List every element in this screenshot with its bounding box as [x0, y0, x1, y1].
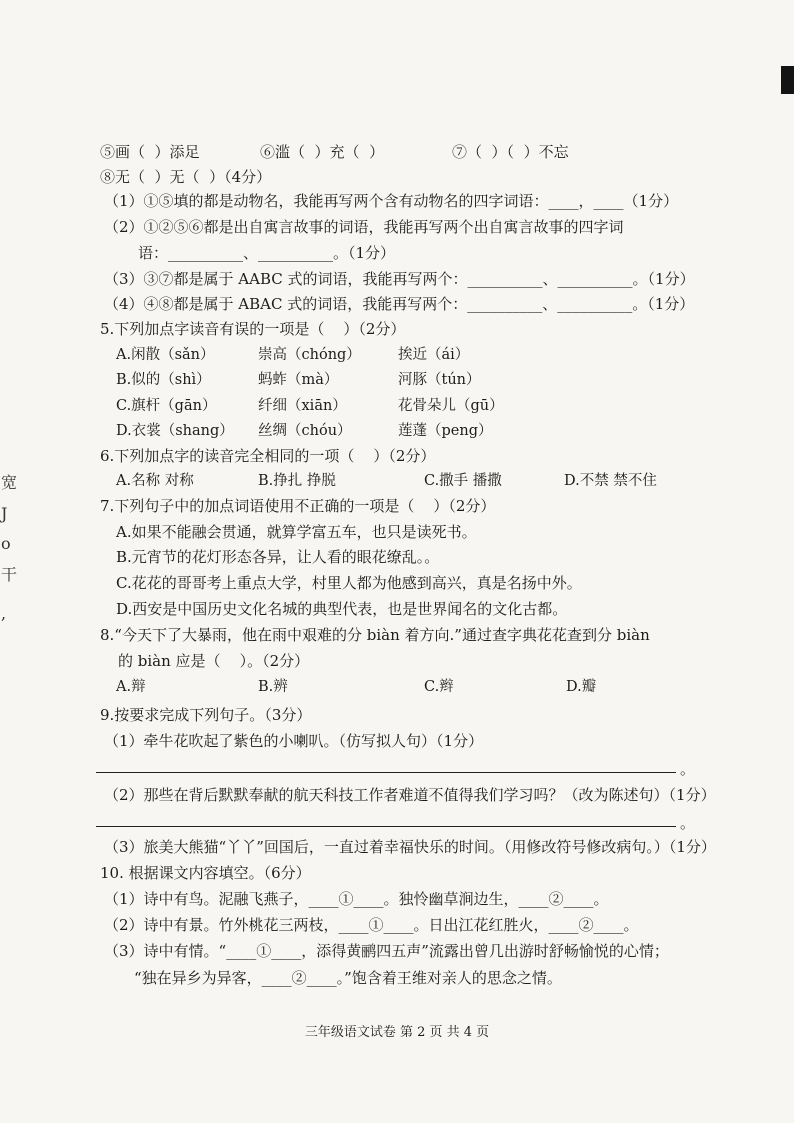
q7-option: C.花花的哥哥考上重点大学，村里人都为他感到高兴，真是名扬中外。 — [116, 574, 582, 592]
q7-option: D.西安是中国历史文化名城的典型代表，也是世界闻名的文化古都。 — [116, 600, 568, 618]
q4-sub-4: （4）④⑧都是属于 ABAC 式的词语，我能再写两个：__________、__________。（1分） — [104, 295, 695, 313]
q8-stem-cont: 的 biàn 应是（ ）。（2分） — [118, 652, 310, 670]
q10-stem: 10. 根据课文内容填空。（6分） — [100, 864, 311, 882]
q8-stem: 8.“今天下了大暴雨，他在雨中艰难的分 biàn 着方向.”通过查字典花花查到分 biàn — [100, 626, 650, 644]
scan-corner-mark — [781, 66, 794, 94]
q8-option: C.辫 — [424, 679, 454, 695]
q5-option: C.旗杆（gān） — [116, 398, 217, 414]
answer-line[interactable] — [96, 826, 676, 827]
q5-option: 蚂蚱（mà） — [258, 372, 339, 388]
margin-glyph: J — [1, 504, 8, 523]
margin-glyph: 宽 — [1, 473, 18, 492]
q5-option: 河豚（tún） — [398, 372, 481, 388]
q5-option: 莲蓬（peng） — [398, 423, 493, 439]
q6-option: C.撒手 播撒 — [424, 473, 502, 489]
margin-glyph: 干 — [1, 565, 18, 584]
q7-option: A.如果不能融会贯通，就算学富五车，也只是读死书。 — [116, 523, 477, 541]
q4-sub-2: （2）①②⑤⑥都是出自寓言故事的词语，我能再写两个出自寓言故事的四字词 — [104, 218, 624, 236]
q4-sub-2-cont: 语：__________、__________。（1分） — [138, 244, 396, 262]
answer-line[interactable] — [96, 772, 676, 773]
q9-sub-2: （2）那些在背后默默奉献的航天科技工作者难道不值得我们学习吗？（改为陈述句）（1分） — [104, 786, 716, 804]
q10-sub-2: （2）诗中有景。竹外桃花三两枝，____①____。日出江花红胜火，____②____。 — [104, 916, 639, 934]
q8-option: B.辨 — [258, 679, 288, 695]
q4-sub-3: （3）③⑦都是属于 AABC 式的词语，我能再写两个：__________、__________。（1分） — [104, 270, 695, 288]
q4-item-8: ⑧无（ ）无（ ）（4分） — [100, 168, 272, 186]
q9-sub-3: （3）旅美大熊猫“丫丫”回国后，一直过着幸福快乐的时间。（用修改符号修改病句。）（1分） — [104, 838, 716, 856]
q5-option: B.似的（shì） — [116, 372, 211, 388]
q5-option: D.衣裳（shang） — [116, 423, 234, 439]
margin-glyph: , — [1, 604, 7, 623]
q7-stem: 7.下列句子中的加点词语使用不正确的一项是（ ）（2分） — [100, 497, 496, 515]
q5-option: 挨近（ái） — [398, 347, 470, 363]
q6-option: A.名称 对称 — [116, 473, 194, 489]
answer-line-period: 。 — [680, 814, 696, 832]
q10-sub-1: （1）诗中有鸟。泥融飞燕子，____①____。独怜幽草涧边生，____②____。 — [104, 890, 609, 908]
q9-stem: 9.按要求完成下列句子。（3分） — [100, 706, 312, 724]
q9-sub-1: （1）牵牛花吹起了紫色的小喇叭。（仿写拟人句）（1分） — [104, 732, 484, 750]
q6-option: B.挣扎 挣脱 — [258, 473, 336, 489]
q5-option: 丝绸（chóu） — [258, 423, 352, 439]
q5-option: A.闲散（sǎn） — [116, 347, 215, 363]
margin-glyph: o — [1, 534, 11, 553]
q4-item-6: ⑥滥（ ）充（ ） — [260, 143, 385, 161]
q4-item-7: ⑦（ ）（ ）不忘 — [452, 143, 569, 161]
q7-option: B.元宵节的花灯形态各异，让人看的眼花缭乱。。 — [116, 548, 440, 566]
q8-option: A.辩 — [116, 679, 146, 695]
q5-stem: 5.下列加点字读音有误的一项是（ ）（2分） — [100, 320, 406, 338]
q6-option: D.不禁 禁不住 — [564, 473, 657, 489]
q10-sub-3-cont: “独在异乡为异客，____②____。”饱含着王维对亲人的思念之情。 — [134, 969, 562, 987]
q6-stem: 6.下列加点字的读音完全相同的一项（ ）（2分） — [100, 447, 436, 465]
q5-option: 崇高（chóng） — [258, 347, 361, 363]
answer-line-period: 。 — [680, 760, 696, 778]
q4-item-5: ⑤画（ ）添足 — [100, 143, 200, 161]
q5-option: 花骨朵儿（gū） — [398, 398, 504, 414]
q5-option: 纤细（xiān） — [258, 398, 347, 414]
q4-sub-1: （1）①⑤填的都是动物名，我能再写两个含有动物名的四字词语：____，____（1分） — [104, 192, 679, 210]
page-footer: 三年级语文试卷 第 2 页 共 4 页 — [304, 1025, 490, 1040]
q8-option: D.瓣 — [566, 679, 597, 695]
q10-sub-3: （3）诗中有情。“____①____，添得黄鹂四五声”流露出曾几出游时舒畅愉悦的心情； — [104, 942, 669, 960]
